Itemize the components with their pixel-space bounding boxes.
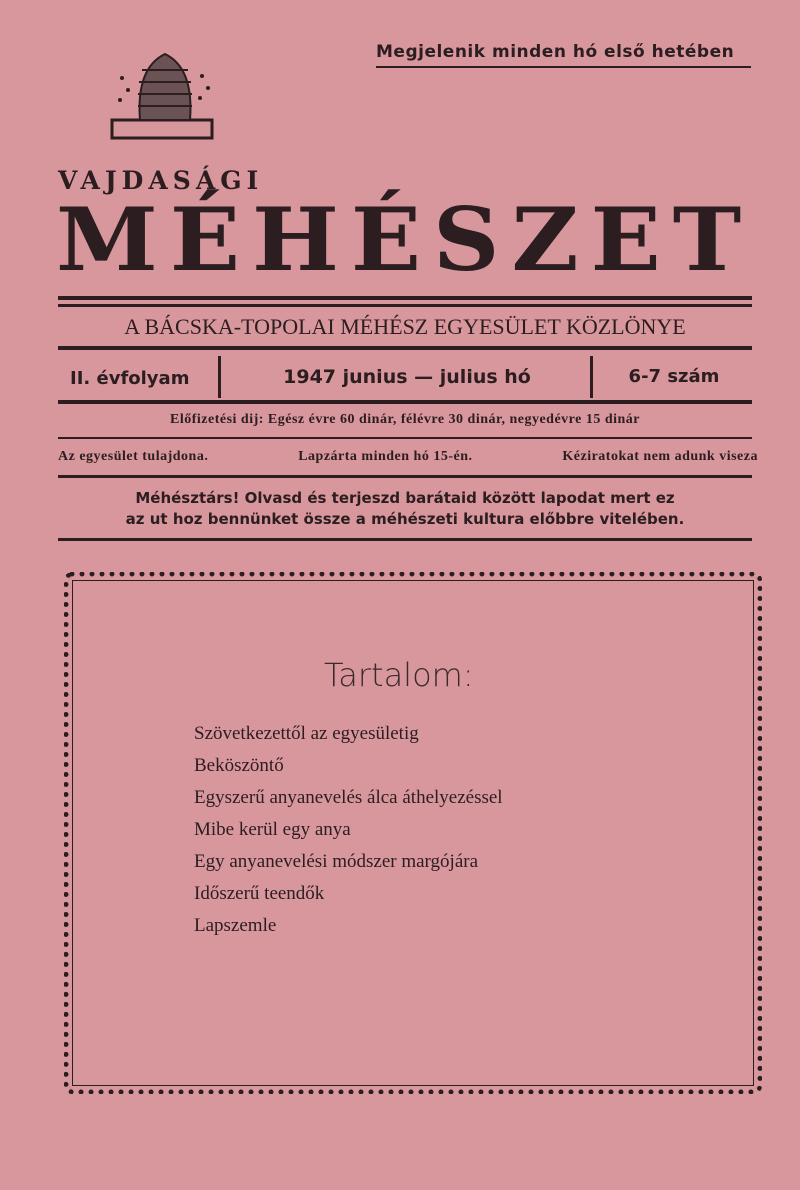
list-item: Időszerű teendők — [194, 883, 325, 904]
beehive-icon — [110, 48, 220, 148]
issue-number: 6-7 szám — [628, 366, 720, 387]
manuscripts-note: Kéziratokat nem adunk viseza — [562, 449, 758, 464]
divider — [376, 66, 751, 68]
divider — [58, 437, 752, 439]
list-item: Lapszemle — [194, 915, 277, 936]
pretitle: VAJDASÁGI — [58, 166, 264, 195]
list-item: Beköszöntő — [194, 755, 284, 776]
appeal-line: Méhésztárs! Olvasd és terjeszd barátaid között lapodat mert ez — [135, 489, 675, 507]
list-item: Mibe kerül egy anya — [194, 819, 351, 840]
deadline-note: Lapzárta minden hó 15-én. — [298, 449, 473, 464]
publication-frequency: Megjelenik minden hó első hetében — [376, 42, 735, 62]
subscription-price: Előfizetési dij: Egész évre 60 dinár, félévre 30 dinár, negyedévre 15 dinár — [169, 412, 641, 427]
list-item: Egyszerű anyanevelés álca áthelyezéssel — [194, 787, 503, 808]
contents-title: Tartalom: — [324, 656, 474, 694]
divider — [58, 400, 752, 404]
divider — [590, 356, 593, 398]
divider — [58, 304, 752, 307]
masthead-title: MÉHÉSZET — [56, 188, 754, 291]
list-item: Egy anyanevelési módszer margójára — [194, 851, 479, 872]
ownership-note: Az egyesület tulajdona. — [58, 449, 209, 464]
divider — [58, 538, 752, 541]
appeal — [58, 488, 752, 530]
divider — [58, 346, 752, 350]
issue-date: 1947 junius — julius hó — [283, 366, 531, 388]
notice-line — [58, 449, 758, 465]
volume: II. évfolyam — [70, 368, 190, 389]
divider — [58, 475, 752, 478]
divider — [58, 296, 752, 300]
subtitle: A BÁCSKA-TOPOLAI MÉHÉSZ EGYESÜLET KÖZLÖNYE — [124, 314, 686, 339]
divider — [218, 356, 221, 398]
appeal-line: az ut hoz bennünket össze a méhészeti kultura előbbre vitelében. — [125, 510, 685, 528]
list-item: Szövetkezettől az egyesületig — [194, 723, 419, 744]
contents-list — [194, 718, 503, 942]
